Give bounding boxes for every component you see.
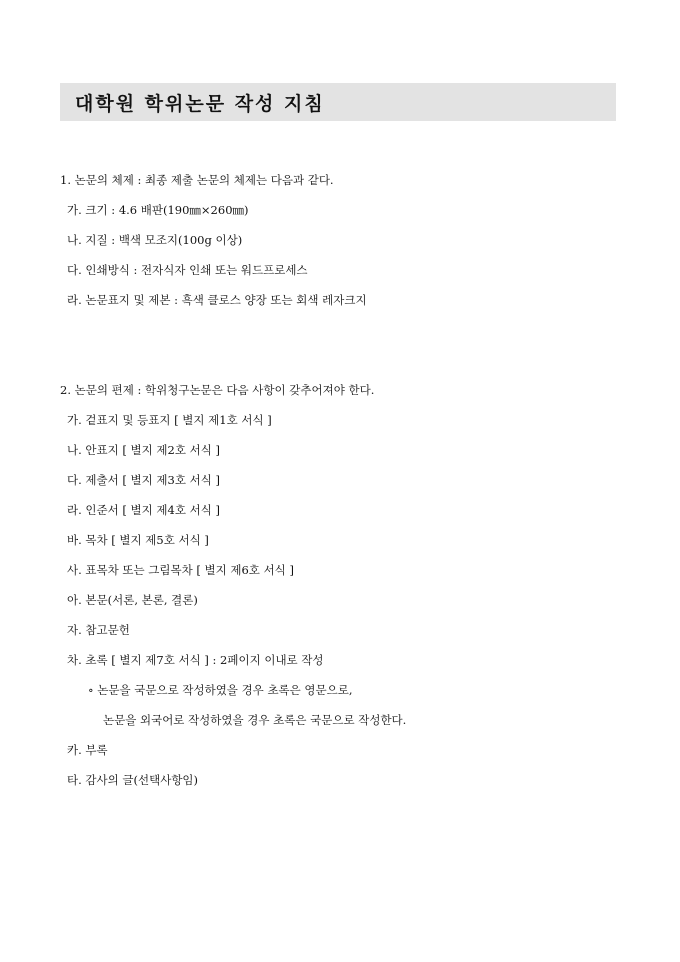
section-2-item-acknowledgement: 타. 감사의 글(선택사항임)	[67, 773, 199, 787]
page-title: 대학원 학위논문 작성 지침	[75, 92, 325, 115]
abstract-note-line-1: ∘ 논문을 국문으로 작성하였을 경우 초록은 영문으로,	[88, 683, 353, 697]
section-1-item-printing: 다. 인쇄방식 : 전자식자 인쇄 또는 워드프로세스	[67, 263, 308, 277]
abstract-note-line-2: 논문을 외국어로 작성하였을 경우 초록은 국문으로 작성한다.	[103, 713, 407, 727]
section-2-item-approval: 라. 인준서 [ 별지 제4호 서식 ]	[67, 503, 220, 517]
section-1-item-size: 가. 크기 : 4.6 배판(190㎜×260㎜)	[67, 203, 249, 217]
title-banner	[60, 83, 616, 121]
section-2-item-cover: 가. 겉표지 및 등표지 [ 별지 제1호 서식 ]	[67, 413, 272, 427]
section-2-item-submission: 다. 제출서 [ 별지 제3호 서식 ]	[67, 473, 220, 487]
section-2-item-references: 자. 참고문헌	[67, 623, 130, 637]
section-1-item-paper: 나. 지질 : 백색 모조지(100g 이상)	[67, 233, 243, 247]
section-2-item-appendix: 카. 부록	[67, 743, 108, 757]
section-2-heading: 2. 논문의 편제 : 학위청구논문은 다음 사항이 갖추어져야 한다.	[60, 383, 375, 397]
section-2-item-contents: 바. 목차 [ 별지 제5호 서식 ]	[67, 533, 209, 547]
section-2-item-body: 아. 본문(서론, 본론, 결론)	[67, 593, 198, 607]
section-2-item-figure-list: 사. 표목차 또는 그림목차 [ 별지 제6호 서식 ]	[67, 563, 294, 577]
section-2-item-abstract: 차. 초록 [ 별지 제7호 서식 ] : 2페이지 이내로 작성	[67, 653, 324, 667]
section-2-item-inner-cover: 나. 안표지 [ 별지 제2호 서식 ]	[67, 443, 220, 457]
section-1-heading: 1. 논문의 체제 : 최종 제출 논문의 체제는 다음과 같다.	[60, 173, 334, 187]
section-1-item-binding: 라. 논문표지 및 제본 : 흑색 클로스 양장 또는 회색 레자크지	[67, 293, 367, 307]
